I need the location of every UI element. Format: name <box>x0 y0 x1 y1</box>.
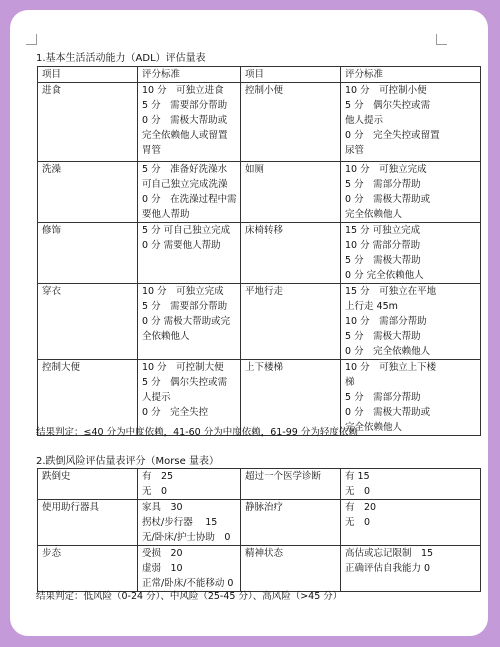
criteria-line: 上行走 45m <box>345 301 398 312</box>
item-cell: 床椅转移 <box>241 223 341 284</box>
criteria-line: 15 分 可独立在平地 <box>345 286 437 297</box>
criteria-line: 10 分 需部分帮助 <box>345 316 427 327</box>
item-cell: 修饰 <box>38 223 138 284</box>
criteria-line: 尿管 <box>345 145 365 156</box>
item-cell: 跌倒史 <box>38 469 138 500</box>
criteria-cell <box>138 284 241 360</box>
criteria-line: 10 分 可独立进食 <box>142 85 224 96</box>
criteria-line: 正确评估自我能力 0 <box>345 563 431 574</box>
criteria-cell <box>341 469 481 500</box>
adl-header-row <box>38 67 481 83</box>
criteria-line: 无 0 <box>142 486 168 497</box>
criteria-line: 5 分 需要部分帮助 <box>142 100 228 111</box>
criteria-line: 完全依赖他人 <box>345 209 403 220</box>
criteria-line: 高估或忘记限制 15 <box>345 548 434 559</box>
criteria-line: 15 分 可独立完成 <box>345 225 421 236</box>
item-cell: 步态 <box>38 546 138 592</box>
criteria-cell <box>341 360 481 436</box>
criteria-line: 要他人帮助 <box>142 209 190 220</box>
table-row <box>38 284 481 360</box>
criteria-line: 0 分 需极大帮助或 <box>142 115 228 126</box>
page-corner-mark <box>26 34 37 45</box>
criteria-line: 家具 30 <box>142 502 183 513</box>
criteria-line: 正常/卧床/不能移动 0 <box>142 578 234 589</box>
criteria-line: 5 分 偶尔失控或需 <box>142 377 228 388</box>
criteria-line: 全依赖他人 <box>142 331 190 342</box>
criteria-line: 10 分 可独立完成 <box>345 164 427 175</box>
criteria-line: 0 分 在洗澡过程中需 <box>142 194 237 205</box>
morse-table <box>37 468 481 592</box>
criteria-line: 0 分 需极大帮助或完 <box>142 316 231 327</box>
criteria-line: 无 0 <box>345 486 371 497</box>
criteria-line: 他人提示 <box>345 115 384 126</box>
header-cell: 项目 <box>38 67 138 83</box>
criteria-cell <box>341 223 481 284</box>
criteria-line: 10 分 可控制小便 <box>345 85 427 96</box>
table-row <box>38 360 481 436</box>
criteria-cell <box>341 546 481 592</box>
criteria-line: 人提示 <box>142 392 171 403</box>
criteria-cell <box>341 284 481 360</box>
adl-title: 1.基本生活活动能力（ADL）评估量表 <box>36 53 206 64</box>
item-cell: 控制大便 <box>38 360 138 436</box>
criteria-line: 5 分 需要部分帮助 <box>142 301 228 312</box>
table-row <box>38 469 481 500</box>
criteria-line: 0 分 完全失控 <box>142 407 209 418</box>
table-row <box>38 162 481 223</box>
criteria-cell <box>341 83 481 162</box>
criteria-line: 5 分 需极大帮助 <box>345 331 421 342</box>
criteria-line: 10 分 可独立完成 <box>142 286 224 297</box>
criteria-line: 0 分 需极大帮助或 <box>345 194 431 205</box>
item-cell: 控制小便 <box>241 83 341 162</box>
item-cell: 洗澡 <box>38 162 138 223</box>
criteria-line: 完全依赖他人 <box>345 422 403 433</box>
header-cell: 评分标准 <box>341 67 481 83</box>
criteria-line: 0 分 需极大帮助或 <box>345 407 431 418</box>
criteria-cell <box>138 223 241 284</box>
criteria-cell <box>341 500 481 546</box>
item-cell: 精神状态 <box>241 546 341 592</box>
criteria-line: 0 分 完全失控或留置 <box>345 130 440 141</box>
criteria-line: 10 分 需部分帮助 <box>345 240 421 251</box>
item-cell: 平地行走 <box>241 284 341 360</box>
criteria-line: 0 分 需要他人帮助 <box>142 240 221 251</box>
criteria-line: 5 分 需极大帮助 <box>345 255 421 266</box>
table-row <box>38 500 481 546</box>
criteria-line: 无/卧床/护士协助 0 <box>142 532 231 543</box>
criteria-line: 虚弱 10 <box>142 563 183 574</box>
morse-result: 结果判定：低风险（0-24 分）、中风险（25-45 分）、高风险（>45 分） <box>36 591 343 602</box>
criteria-cell <box>138 162 241 223</box>
criteria-line: 有 15 <box>345 471 370 482</box>
criteria-line: 0 分 完全依赖他人 <box>345 270 424 281</box>
header-cell: 项目 <box>241 67 341 83</box>
criteria-line: 胃管 <box>142 145 162 156</box>
adl-result: 结果判定：≤40 分为中度依赖，41-60 分为中度依赖，61-99 分为轻度依赖 <box>36 427 358 438</box>
criteria-cell <box>341 162 481 223</box>
criteria-line: 10 分 可控制大便 <box>142 362 224 373</box>
table-row <box>38 546 481 592</box>
criteria-line: 5 分 偶尔失控或需 <box>345 100 431 111</box>
item-cell: 静脉治疗 <box>241 500 341 546</box>
criteria-cell <box>138 500 241 546</box>
item-cell: 超过一个医学诊断 <box>241 469 341 500</box>
table-row <box>38 83 481 162</box>
criteria-line: 可自己独立完成洗澡 <box>142 179 228 190</box>
criteria-line: 0 分 完全依赖他人 <box>345 346 431 357</box>
item-cell: 使用助行器具 <box>38 500 138 546</box>
criteria-line: 5 分 准备好洗澡水 <box>142 164 228 175</box>
criteria-line: 10 分 可独立上下楼 <box>345 362 437 373</box>
criteria-cell <box>138 469 241 500</box>
criteria-line: 无 0 <box>345 517 371 528</box>
criteria-line: 拐杖/步行器 15 <box>142 517 218 528</box>
criteria-line: 5 分 需部分帮助 <box>345 179 421 190</box>
criteria-line: 完全依赖他人或留置 <box>142 130 228 141</box>
morse-title: 2.跌倒风险评估量表评分（Morse 量表） <box>36 456 219 467</box>
criteria-cell <box>138 360 241 436</box>
criteria-cell <box>138 546 241 592</box>
criteria-line: 有 25 <box>142 471 174 482</box>
criteria-line: 有 20 <box>345 502 377 513</box>
adl-table <box>37 66 481 436</box>
criteria-line: 5 分 可自己独立完成 <box>142 225 231 236</box>
criteria-cell <box>138 83 241 162</box>
criteria-line: 受损 20 <box>142 548 183 559</box>
criteria-line: 5 分 需部分帮助 <box>345 392 421 403</box>
table-row <box>38 223 481 284</box>
item-cell: 上下楼梯 <box>241 360 341 436</box>
header-cell: 评分标准 <box>138 67 241 83</box>
item-cell: 穿衣 <box>38 284 138 360</box>
criteria-line: 梯 <box>345 377 355 388</box>
page-corner-mark <box>436 34 447 45</box>
item-cell: 进食 <box>38 83 138 162</box>
item-cell: 如厕 <box>241 162 341 223</box>
